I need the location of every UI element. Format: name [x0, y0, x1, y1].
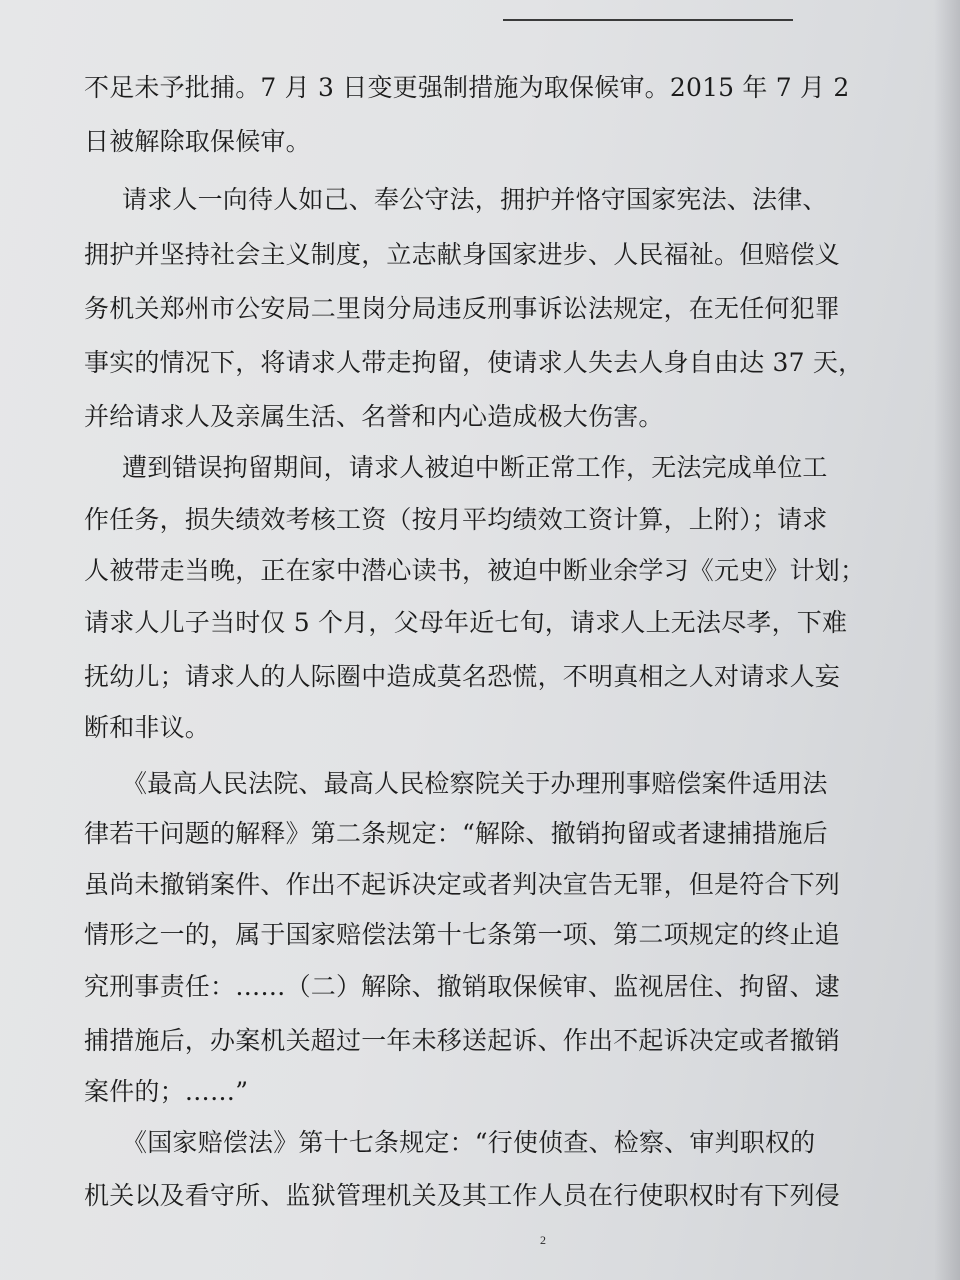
- text-line-3: 请求人一向待人如己、奉公守法，拥护并恪守国家宪法、法律、: [122, 185, 828, 214]
- text-line-10: 人被带走当晚，正在家中潜心读书，被迫中断业余学习《元史》计划；: [84, 556, 866, 585]
- text-line-7: 并给请求人及亲属生活、名誉和内心造成极大伤害。: [84, 402, 664, 431]
- page-edge-shadow: [934, 0, 960, 1280]
- text-line-19: 捕措施后，办案机关超过一年未移送起诉、作出不起诉决定或者撤销: [84, 1026, 841, 1055]
- text-line-21: 《国家赔偿法》第十七条规定：“行使侦查、检察、审判职权的: [122, 1128, 816, 1157]
- text-line-8: 遭到错误拘留期间，请求人被迫中断正常工作，无法完成单位工: [122, 453, 828, 482]
- text-line-15: 律若干问题的解释》第二条规定：“解除、撤销拘留或者逮捕措施后: [84, 819, 828, 848]
- text-line-4: 拥护并坚持社会主义制度，立志献身国家进步、人民福祉。但赔偿义: [84, 240, 841, 269]
- text-line-17: 情形之一的，属于国家赔偿法第十七条第一项、第二项规定的终止追: [84, 920, 841, 949]
- header-rule: [503, 19, 793, 21]
- text-line-14: 《最高人民法院、最高人民检察院关于办理刑事赔偿案件适用法: [122, 769, 828, 798]
- text-line-12: 抚幼儿；请求人的人际圈中造成莫名恐慌，不明真相之人对请求人妄: [84, 662, 841, 691]
- text-line-11: 请求人儿子当时仅 5 个月，父母年近七旬，请求人上无法尽孝，下难: [84, 608, 848, 637]
- text-line-16: 虽尚未撤销案件、作出不起诉决定或者判决宣告无罪，但是符合下列: [84, 870, 841, 899]
- page-number: 2: [540, 1233, 546, 1247]
- text-line-20: 案件的；……”: [84, 1077, 249, 1106]
- text-line-1: 不足未予批捕。7 月 3 日变更强制措施为取保候审。2015 年 7 月 2: [84, 73, 850, 102]
- text-line-13: 断和非议。: [84, 713, 211, 742]
- text-line-9: 作任务，损失绩效考核工资（按月平均绩效工资计算，上附）；请求: [84, 505, 828, 534]
- text-line-22: 机关以及看守所、监狱管理机关及其工作人员在行使职权时有下列侵: [84, 1181, 841, 1210]
- text-line-5: 务机关郑州市公安局二里岗分局违反刑事诉讼法规定，在无任何犯罪: [84, 294, 841, 323]
- text-line-2: 日被解除取保候审。: [84, 127, 311, 156]
- text-line-18: 究刑事责任：……（二）解除、撤销取保候审、监视居住、拘留、逮: [84, 972, 841, 1001]
- text-line-6: 事实的情况下，将请求人带走拘留，使请求人失去人身自由达 37 天，: [84, 348, 864, 377]
